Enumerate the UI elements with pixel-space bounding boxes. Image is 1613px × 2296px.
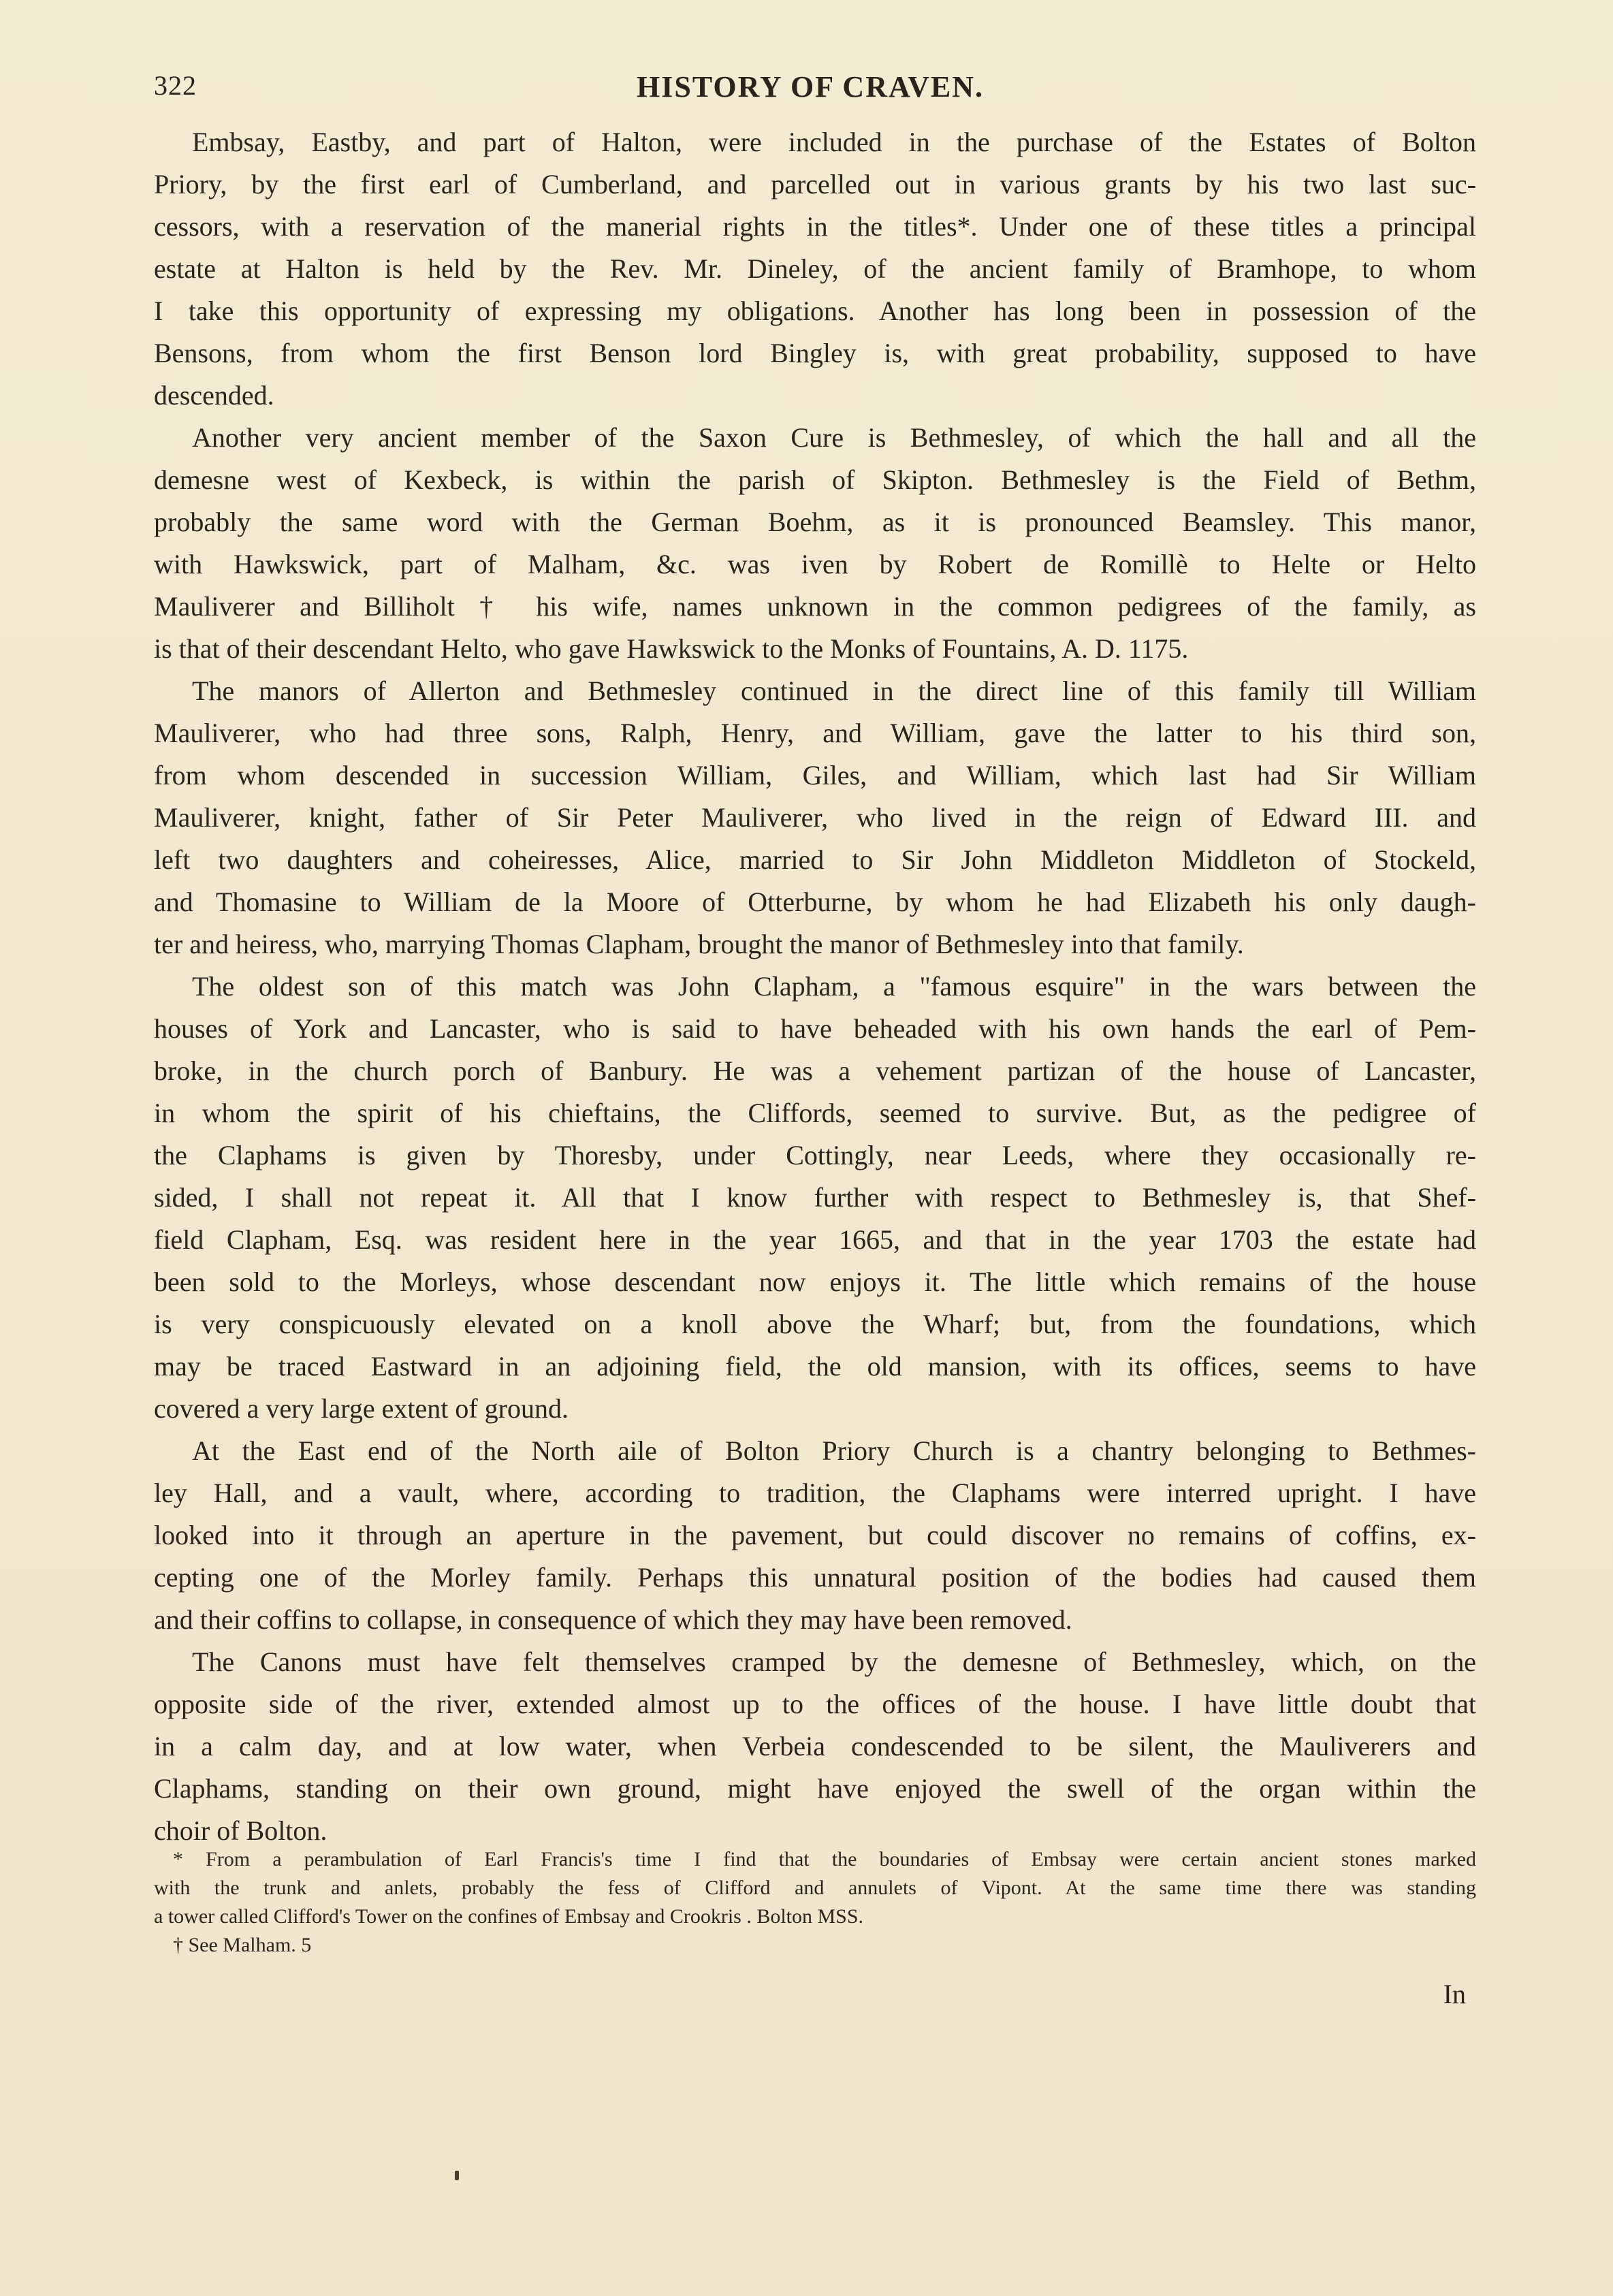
text-line: I take this opportunity of expressing my obligations. Another has long been in possession of the [154,296,1476,326]
footnotes [154,1845,1476,1960]
ink-mark [455,2171,459,2180]
text-line: and their coffins to collapse, in consequence of which they may have been removed. [154,1604,1072,1635]
text-line: The manors of Allerton and Bethmesley continued in the direct line of this family till William [192,675,1476,706]
text-line: Bensons, from whom the first Benson lord Bingley is, with great probability, supposed to have [154,338,1476,368]
text-line: looked into it through an aperture in the pavement, but could discover no remains of coffins, ex- [154,1520,1476,1550]
text-line: opposite side of the river, extended almost up to the offices of the house. I have little doubt that [154,1689,1476,1719]
running-title: HISTORY OF CRAVEN. [637,70,984,103]
text-line: in a calm day, and at low water, when Verbeia condescended to be silent, the Mauliverers and [154,1731,1476,1761]
text-line: is that of their descendant Helto, who gave Hawkswick to the Monks of Fountains, A. D. 1175. [154,633,1189,664]
text-line: estate at Halton is held by the Rev. Mr. Dineley, of the ancient family of Bramhope, to whom [154,253,1476,284]
text-line: Mauliverer, knight, father of Sir Peter Mauliverer, who lived in the reign of Edward III. and [154,802,1476,833]
page-header [154,69,1467,110]
text-line: sided, I shall not repeat it. All that I know further with respect to Bethmesley is, that Shef- [154,1182,1476,1213]
text-line: At the East end of the North aile of Bolton Priory Church is a chantry belonging to Bethmes- [192,1435,1476,1466]
text-line: probably the same word with the German Boehm, as it is pronounced Beamsley. This manor, [154,507,1476,537]
page-number: 322 [154,70,197,101]
text-line: been sold to the Morleys, whose descendant now enjoys it. The little which remains of the house [154,1266,1476,1297]
text-line: houses of York and Lancaster, who is said to have beheaded with his own hands the earl of Pem- [154,1013,1476,1044]
text-line: demesne west of Kexbeck, is within the parish of Skipton. Bethmesley is the Field of Bethm, [154,464,1476,495]
footnote-line: a tower called Clifford's Tower on the confines of Embsay and Crookris . Bolton MSS. [154,1905,864,1928]
text-line: Mauliverer and Billiholt † his wife, names unknown in the common pedigrees of the family, as [154,591,1476,622]
text-line: the Claphams is given by Thoresby, under Cottingly, near Leeds, where they occasionally re- [154,1140,1476,1170]
text-line: from whom descended in succession William, Giles, and William, which last had Sir William [154,760,1476,791]
text-line: descended. [154,380,274,411]
text-line: ley Hall, and a vault, where, according to tradition, the Claphams were interred upright. I have [154,1478,1476,1508]
text-line: cessors, with a reservation of the manerial rights in the titles*. Under one of these titles a principal [154,211,1476,242]
text-line: may be traced Eastward in an adjoining field, the old mansion, with its offices, seems to have [154,1351,1476,1382]
text-line: field Clapham, Esq. was resident here in the year 1665, and that in the year 1703 the estate had [154,1224,1476,1255]
text-line: ter and heiress, who, marrying Thomas Clapham, brought the manor of Bethmesley into that family. [154,929,1244,959]
text-line: Priory, by the first earl of Cumberland, and parcelled out in various grants by his two last suc- [154,169,1476,200]
text-line: left two daughters and coheiresses, Alice, married to Sir John Middleton Middleton of Stockeld, [154,844,1476,875]
catchword: In [1443,1979,1466,2009]
text-line: The oldest son of this match was John Clapham, a "famous esquire" in the wars between the [192,971,1476,1002]
text-line: in whom the spirit of his chieftains, the Cliffords, seemed to survive. But, as the pedigree of [154,1098,1476,1128]
text-line: Mauliverer, who had three sons, Ralph, Henry, and William, gave the latter to his third son, [154,718,1476,748]
text-line: Another very ancient member of the Saxon Cure is Bethmesley, of which the hall and all the [192,422,1476,453]
text-line: covered a very large extent of ground. [154,1393,569,1424]
text-line: The Canons must have felt themselves cramped by the demesne of Bethmesley, which, on the [192,1646,1476,1677]
footnote-line: with the trunk and anlets, probably the fess of Clifford and annulets of Vipont. At the same time there was standing [154,1877,1476,1899]
text-line: broke, in the church porch of Banbury. He was a vehement partizan of the house of Lancaster, [154,1055,1476,1086]
body-text [154,121,1476,1852]
text-line: Embsay, Eastby, and part of Halton, were included in the purchase of the Estates of Bolton [192,127,1476,157]
text-line: choir of Bolton. [154,1815,328,1846]
text-line: cepting one of the Morley family. Perhaps this unnatural position of the bodies had caused them [154,1562,1476,1593]
text-line: with Hawkswick, part of Malham, &c. was iven by Robert de Romillè to Helte or Helto [154,549,1476,579]
footnote-line: † See Malham. 5 [173,1934,312,1956]
text-line: is very conspicuously elevated on a knoll above the Wharf; but, from the foundations, which [154,1309,1476,1339]
text-line: Claphams, standing on their own ground, might have enjoyed the swell of the organ within the [154,1773,1476,1804]
text-line: and Thomasine to William de la Moore of Otterburne, by whom he had Elizabeth his only daugh- [154,887,1476,917]
footnote-line: * From a perambulation of Earl Francis's time I find that the boundaries of Embsay were certain ancient stones marked [173,1848,1476,1870]
